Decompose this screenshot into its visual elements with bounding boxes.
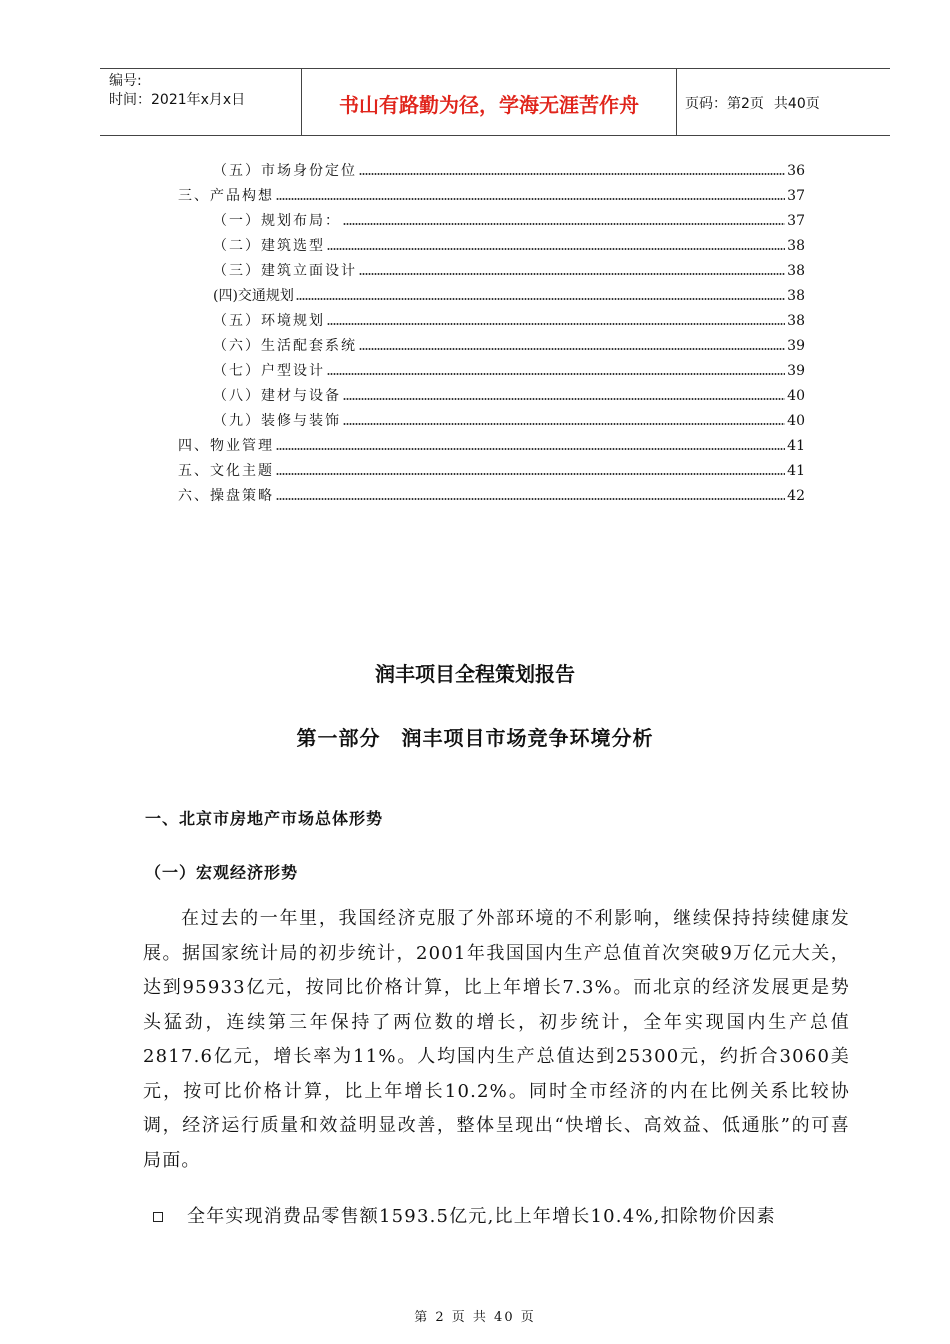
toc-entry-label: （七）户型设计 — [213, 363, 325, 379]
toc-entry-page: 39 — [787, 363, 805, 379]
toc-entry-label: 六、操盘策略 — [178, 488, 274, 504]
toc-entry-page: 37 — [787, 213, 805, 229]
header-motto: 书山有路勤为径，学海无涯苦作舟 — [302, 69, 677, 135]
toc-entry-page: 39 — [787, 338, 805, 354]
toc-entry[interactable] — [213, 210, 805, 232]
toc-leader-dots — [276, 196, 785, 202]
toc-entry[interactable] — [213, 285, 805, 307]
square-bullet-icon — [153, 1212, 163, 1222]
time-label: 时间：2021年x月x日 — [109, 92, 246, 108]
toc-entry-page: 38 — [787, 263, 805, 279]
toc-entry-label: (四)交通规划 — [213, 288, 294, 304]
toc-leader-dots — [359, 171, 785, 177]
toc-leader-dots — [276, 496, 785, 502]
toc-entry[interactable] — [213, 160, 805, 182]
header-page-info — [677, 69, 890, 135]
toc-entry-page: 40 — [787, 388, 805, 404]
toc-entry-label: 四、物业管理 — [178, 438, 274, 454]
page-footer: 第 2 页 共 40 页 — [414, 1310, 536, 1325]
toc-entry[interactable] — [213, 335, 805, 357]
toc-leader-dots — [327, 246, 785, 252]
toc-entry-page: 40 — [787, 413, 805, 429]
toc-entry[interactable] — [213, 410, 805, 432]
toc-entry-page: 41 — [787, 463, 805, 479]
section-heading: 一、北京市房地产市场总体形势 — [145, 809, 384, 828]
total-pages-label: 共40页 — [773, 96, 820, 112]
toc-entry-page: 41 — [787, 438, 805, 454]
toc-leader-dots — [327, 371, 785, 377]
toc-entry[interactable] — [213, 385, 805, 407]
toc-entry[interactable] — [213, 310, 805, 332]
bullet-item — [143, 1200, 850, 1234]
toc-entry[interactable] — [178, 460, 805, 482]
toc-entry-label: 三、产品构想 — [178, 188, 274, 204]
toc-leader-dots — [359, 346, 785, 352]
toc-entry-page: 36 — [787, 163, 805, 179]
toc-entry-label: 五、文化主题 — [178, 463, 274, 479]
body-paragraph: 在过去的一年里，我国经济克服了外部环境的不利影响，继续保持持续健康发展。据国家统计局的初步统计，2001年我国国内生产总值首次突破9万亿元大关，达到95933亿元，按同比价格计算，比上年增长7.3%。而北京的经济发展更是势头猛劲，连续第三年保持了两位数的增长，初步统计，全年实现国内生产总值2817.6亿元，增长率为11%。人均国内生产总值达到25300元，约折合3060美元，按可比价格计算，比上年增长10.2%。同时全市经济的内在比例关系比较协调，经济运行质量和效益明显改善，整体呈现出“快增长、高效益、低通胀”的可喜局面。 — [143, 908, 850, 1171]
bullet-text: 全年实现消费品零售额1593.5亿元,比上年增长10.4%,扣除物价因素 — [187, 1206, 776, 1227]
number-label: 编号: — [109, 73, 142, 89]
toc-leader-dots — [276, 471, 785, 477]
toc-entry-label: （三）建筑立面设计 — [213, 263, 357, 279]
report-title: 润丰项目全程策划报告 — [375, 662, 575, 686]
toc-leader-dots — [343, 396, 785, 402]
toc-entry[interactable] — [178, 185, 805, 207]
toc-entry-label: （五）市场身份定位 — [213, 163, 357, 179]
toc-entry-page: 37 — [787, 188, 805, 204]
toc-entry[interactable] — [213, 260, 805, 282]
toc-entry-page: 42 — [787, 488, 805, 504]
toc-entry[interactable] — [213, 235, 805, 257]
subsection-heading: （一）宏观经济形势 — [145, 863, 299, 882]
toc-entry-page: 38 — [787, 238, 805, 254]
page-header — [100, 68, 890, 136]
part-title: 第一部分 润丰项目市场竞争环境分析 — [296, 726, 654, 750]
toc-entry-label: （五）环境规划 — [213, 313, 325, 329]
toc-entry-label: （九）装修与装饰 — [213, 413, 341, 429]
toc-entry-page: 38 — [787, 313, 805, 329]
toc-leader-dots — [343, 221, 785, 227]
toc-entry[interactable] — [178, 485, 805, 507]
toc-entry-label: （二）建筑选型 — [213, 238, 325, 254]
toc-leader-dots — [276, 446, 785, 452]
toc-entry[interactable] — [178, 435, 805, 457]
toc-leader-dots — [296, 296, 785, 302]
page-number-label: 页码：第2页 — [685, 96, 764, 112]
header-meta — [100, 69, 302, 135]
toc-leader-dots — [359, 271, 785, 277]
toc-entry-label: （一）规划布局： — [213, 213, 341, 229]
toc-entry-label: （八）建材与设备 — [213, 388, 341, 404]
toc-entry-page: 38 — [787, 288, 805, 304]
toc-leader-dots — [327, 321, 785, 327]
toc-entry[interactable] — [213, 360, 805, 382]
toc-leader-dots — [343, 421, 785, 427]
toc-entry-label: （六）生活配套系统 — [213, 338, 357, 354]
